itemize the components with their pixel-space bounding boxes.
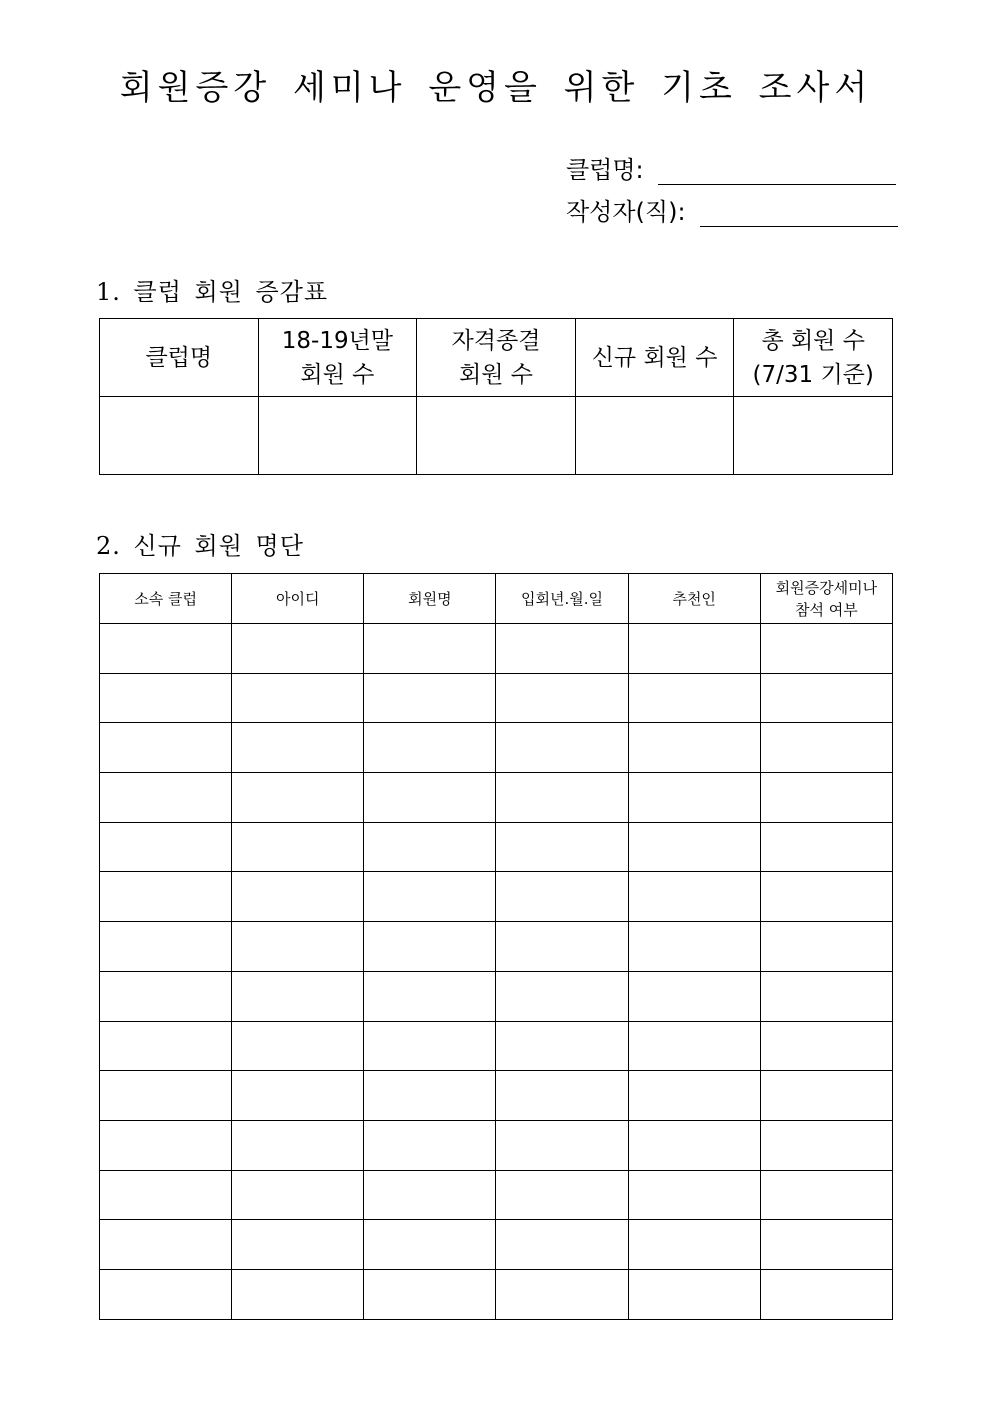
table-cell[interactable]	[232, 723, 364, 773]
column-header	[100, 319, 259, 397]
table-cell[interactable]	[364, 773, 496, 823]
table-cell[interactable]	[496, 1071, 628, 1121]
column-header	[100, 574, 232, 624]
table-cell[interactable]	[232, 922, 364, 972]
table-cell[interactable]	[734, 397, 893, 475]
table-cell[interactable]	[760, 773, 892, 823]
table-cell[interactable]	[628, 673, 760, 723]
table-row	[100, 1021, 893, 1071]
table-cell[interactable]	[760, 1170, 892, 1220]
table-cell[interactable]	[100, 922, 232, 972]
column-header	[496, 574, 628, 624]
table-cell[interactable]	[364, 1220, 496, 1270]
table-cell[interactable]	[100, 1170, 232, 1220]
table-cell[interactable]	[628, 1071, 760, 1121]
table-cell[interactable]	[232, 673, 364, 723]
table-cell[interactable]	[232, 624, 364, 674]
author-field	[566, 192, 898, 227]
column-header	[760, 574, 892, 624]
table-cell[interactable]	[100, 971, 232, 1021]
table-cell[interactable]	[628, 773, 760, 823]
column-header	[575, 319, 734, 397]
table-cell[interactable]	[496, 673, 628, 723]
table-cell[interactable]	[364, 971, 496, 1021]
table-cell[interactable]	[760, 1120, 892, 1170]
table-cell[interactable]	[496, 1269, 628, 1319]
table-cell[interactable]	[100, 1071, 232, 1121]
table-row	[100, 822, 893, 872]
table-cell[interactable]	[364, 723, 496, 773]
table-cell[interactable]	[100, 1220, 232, 1270]
table-cell[interactable]	[496, 624, 628, 674]
table-row	[100, 971, 893, 1021]
table-cell[interactable]	[496, 971, 628, 1021]
table-cell[interactable]	[100, 624, 232, 674]
table-cell[interactable]	[364, 624, 496, 674]
table-row	[100, 1220, 893, 1270]
table-header-row	[100, 319, 893, 397]
column-header-label: (7/31 기준)	[752, 361, 874, 388]
column-header-label: 신규 회원 수	[591, 344, 718, 371]
section2-heading: 2. 신규 회원 명단	[96, 532, 304, 560]
column-header-label: 추천인	[672, 589, 716, 608]
table-cell[interactable]	[364, 1170, 496, 1220]
column-header-label: 자격종결	[451, 327, 541, 354]
column-header-label: 아이디	[275, 589, 320, 608]
table-cell[interactable]	[760, 673, 892, 723]
table-cell[interactable]	[760, 1269, 892, 1319]
column-header	[364, 574, 496, 624]
table-cell[interactable]	[100, 397, 259, 475]
table-cell[interactable]	[760, 624, 892, 674]
table-cell[interactable]	[232, 1071, 364, 1121]
table-cell[interactable]	[232, 1269, 364, 1319]
table-cell[interactable]	[496, 723, 628, 773]
table-row	[100, 624, 893, 674]
table-cell[interactable]	[258, 397, 417, 475]
column-header-label: 회원 수	[300, 361, 375, 388]
author-blank[interactable]	[700, 202, 898, 227]
table-cell[interactable]	[628, 971, 760, 1021]
table-cell[interactable]	[232, 1170, 364, 1220]
club-name-label: 클럽명:	[566, 156, 644, 184]
table-cell[interactable]	[232, 822, 364, 872]
section1-heading: 1. 클럽 회원 증감표	[96, 278, 329, 306]
table-row	[100, 773, 893, 823]
table-cell[interactable]	[232, 872, 364, 922]
table-cell[interactable]	[628, 822, 760, 872]
club-name-field	[566, 150, 896, 185]
table-row	[100, 1170, 893, 1220]
table-cell[interactable]	[364, 922, 496, 972]
table-cell[interactable]	[760, 922, 892, 972]
table-row	[100, 1269, 893, 1319]
table-cell[interactable]	[760, 1220, 892, 1270]
table-cell[interactable]	[760, 1071, 892, 1121]
table-cell[interactable]	[364, 1021, 496, 1071]
table-cell[interactable]	[232, 1021, 364, 1071]
table-cell[interactable]	[628, 1220, 760, 1270]
table-cell[interactable]	[760, 723, 892, 773]
club-name-blank[interactable]	[658, 160, 896, 185]
table-row	[100, 872, 893, 922]
new-member-table	[99, 573, 893, 1320]
column-header-label: 회원명	[408, 589, 452, 608]
column-header-label: 소속 클럽	[134, 589, 197, 608]
table-cell[interactable]	[760, 872, 892, 922]
table-cell[interactable]	[628, 872, 760, 922]
table-cell[interactable]	[628, 1021, 760, 1071]
table-row	[100, 1120, 893, 1170]
table-cell[interactable]	[100, 1021, 232, 1071]
column-header-label: 참석 여부	[795, 600, 858, 619]
table-cell[interactable]	[496, 1120, 628, 1170]
table-cell[interactable]	[496, 872, 628, 922]
table-cell[interactable]	[628, 1120, 760, 1170]
table-cell[interactable]	[575, 397, 734, 475]
table-cell[interactable]	[232, 971, 364, 1021]
table-cell[interactable]	[760, 822, 892, 872]
table-row	[100, 922, 893, 972]
table-cell[interactable]	[496, 1170, 628, 1220]
table-cell[interactable]	[100, 872, 232, 922]
table-cell[interactable]	[628, 922, 760, 972]
table-cell[interactable]	[364, 872, 496, 922]
table-cell[interactable]	[760, 971, 892, 1021]
table-cell[interactable]	[232, 773, 364, 823]
column-header-label: 회원증강세미나	[775, 578, 878, 597]
column-header	[232, 574, 364, 624]
table-cell[interactable]	[628, 1269, 760, 1319]
table-cell[interactable]	[100, 1269, 232, 1319]
table-cell[interactable]	[628, 624, 760, 674]
table-cell[interactable]	[364, 822, 496, 872]
table-cell[interactable]	[496, 922, 628, 972]
table-cell[interactable]	[760, 1021, 892, 1071]
table-row	[100, 723, 893, 773]
table-row	[100, 673, 893, 723]
author-label: 작성자(직):	[566, 198, 686, 226]
table-cell[interactable]	[628, 1170, 760, 1220]
table-cell[interactable]	[100, 723, 232, 773]
table-header-row	[100, 574, 893, 624]
column-header	[734, 319, 893, 397]
column-header-label: 회원 수	[459, 361, 533, 388]
table-cell[interactable]	[100, 773, 232, 823]
column-header	[628, 574, 760, 624]
table-cell[interactable]	[364, 1071, 496, 1121]
table-cell[interactable]	[364, 673, 496, 723]
column-header-label: 총 회원 수	[761, 327, 865, 354]
table-cell[interactable]	[364, 1269, 496, 1319]
table-row	[100, 397, 893, 475]
table-cell[interactable]	[232, 1220, 364, 1270]
membership-change-table	[99, 318, 893, 475]
table-cell[interactable]	[232, 1120, 364, 1170]
table-cell[interactable]	[496, 822, 628, 872]
table-cell[interactable]	[100, 822, 232, 872]
table-cell[interactable]	[100, 673, 232, 723]
column-header	[258, 319, 417, 397]
column-header-label: 클럽명	[145, 344, 213, 371]
table-cell[interactable]	[496, 773, 628, 823]
table-cell[interactable]	[496, 1220, 628, 1270]
table-row	[100, 1071, 893, 1121]
column-header-label: 18-19년말	[281, 327, 394, 354]
document-title: 회원증강 세미나 운영을 위한 기초 조사서	[119, 68, 873, 108]
column-header	[417, 319, 576, 397]
column-header-label: 입회년.월.일	[521, 589, 604, 608]
table-cell[interactable]	[496, 1021, 628, 1071]
table-cell[interactable]	[417, 397, 576, 475]
table-cell[interactable]	[100, 1120, 232, 1170]
table-cell[interactable]	[364, 1120, 496, 1170]
table-cell[interactable]	[628, 723, 760, 773]
